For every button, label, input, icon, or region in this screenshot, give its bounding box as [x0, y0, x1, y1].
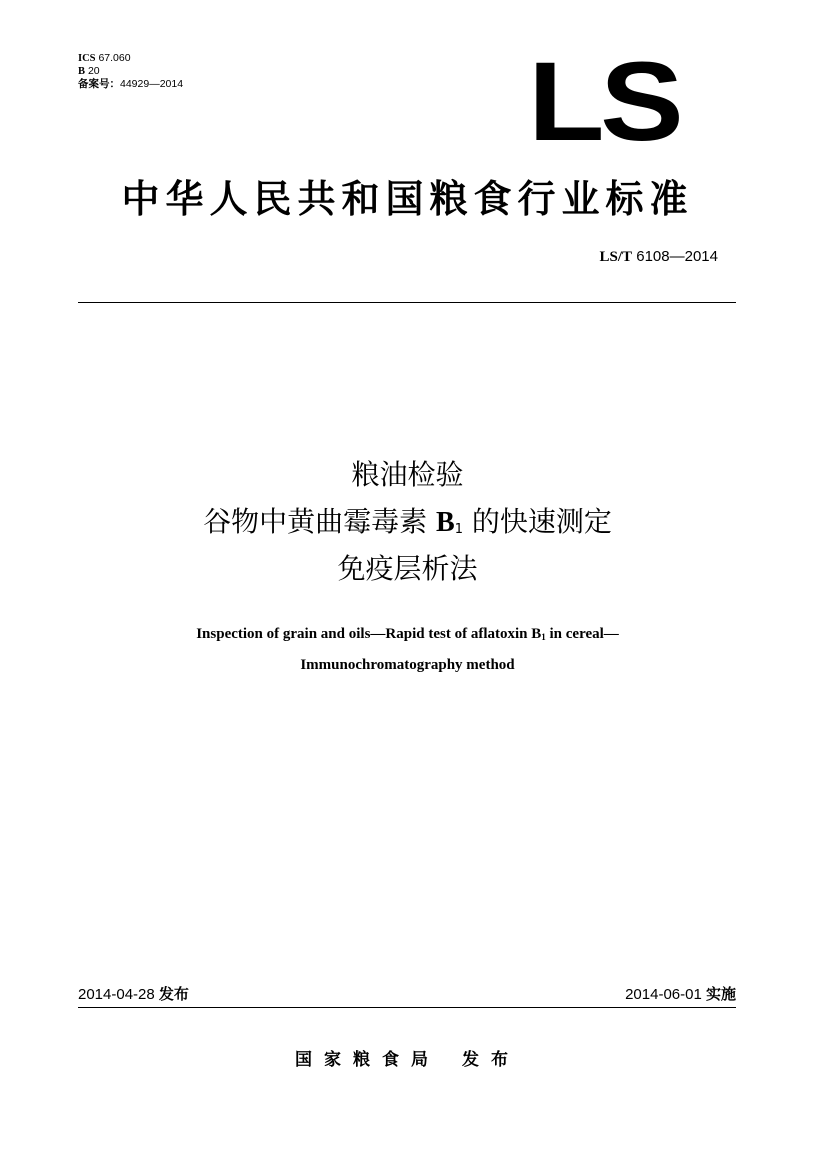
title-cn-line2-after: 的快速测定 [471, 505, 612, 538]
standard-title: 中华人民共和国粮食行业标准 [121, 177, 694, 221]
header-divider [78, 302, 736, 303]
title-en-line2: Immunochromatography method [300, 657, 515, 673]
class-label: B [78, 66, 86, 77]
classification-block [78, 52, 183, 91]
issue-date-label: 发布 [158, 985, 189, 1003]
standard-number-value: 6108—2014 [636, 248, 718, 265]
ics-value: 67.060 [98, 52, 131, 64]
record-value: 44929—2014 [120, 78, 184, 90]
title-en-line1-sub: 1 [541, 632, 546, 642]
title-en-line1-before: Inspection of grain and oils—Rapid test of aflatoxin B [196, 626, 542, 642]
class-value: 20 [87, 65, 100, 77]
publisher-name: 国家粮食局 [295, 1050, 440, 1070]
title-cn-line2-sub: 1 [454, 522, 463, 537]
ls-logo: LS [528, 39, 680, 164]
title-en-line1 [0, 620, 815, 651]
title-cn-line1: 粮油检验 [351, 458, 464, 491]
record-label: 备案号： [78, 78, 120, 90]
title-cn-line2 [0, 503, 815, 549]
publisher-action: 发布 [462, 1050, 520, 1070]
title-cn-line2-before: 谷物中黄曲霉毒素 [203, 505, 428, 538]
class-line [78, 65, 183, 78]
title-en [0, 620, 815, 679]
title-cn-line3: 免疫层析法 [337, 552, 478, 585]
issue-date [78, 983, 189, 1004]
implementation-date [625, 983, 736, 1004]
record-line [78, 78, 183, 91]
standard-number-prefix: LS/T [599, 249, 633, 265]
publisher [0, 1045, 815, 1070]
ics-label: ICS [78, 53, 96, 64]
footer-divider [78, 1007, 736, 1008]
implementation-date-label: 实施 [705, 985, 736, 1003]
implementation-date-value: 2014-06-01 [625, 986, 702, 1003]
standard-number [600, 248, 718, 266]
title-cn-line2-b: B [436, 507, 455, 538]
ics-line [78, 52, 183, 65]
issue-date-value: 2014-04-28 [78, 986, 155, 1003]
title-en-line1-after: in cereal— [545, 626, 619, 642]
